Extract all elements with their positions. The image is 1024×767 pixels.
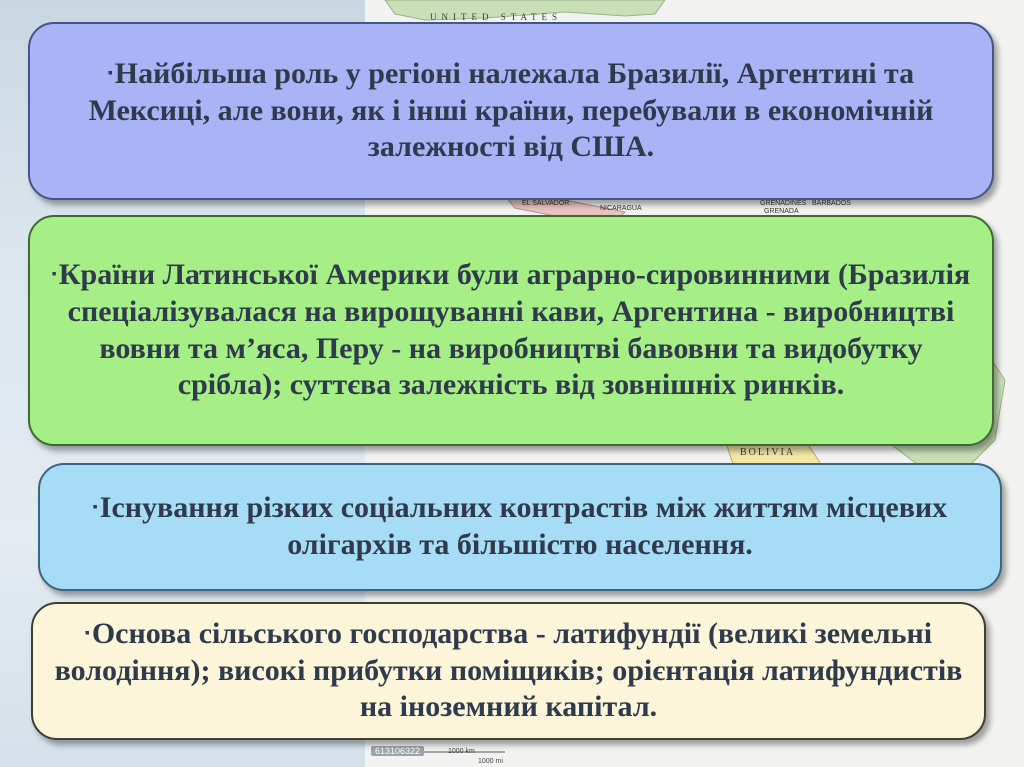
info-card-text: Найбільша роль у регіоні належала Бразилії, Аргентині та Мексиці, але вони, як і інші країни, перебували в економічній залежності від США.: [88, 57, 934, 164]
bullet-icon: ▪: [84, 626, 90, 642]
map-scale-mi: 1000 mi: [478, 758, 503, 765]
map-label-bolivia: BOLIVIA: [740, 447, 796, 458]
info-card-text: Країни Латинської Америки були аграрно-сировинними (Бразилія спеціалізувалася на вирощуванні кави, Аргентина - виробництві вовни та м’яса, Перу - на виробництві бавовни та видобутку срібла); суттєва залежність від зовнішніх ринків.: [58, 258, 971, 402]
map-scale-km: 1000 km: [448, 748, 475, 755]
info-card-social-contrasts: [38, 463, 1002, 591]
info-card-latifundia-text: [53, 616, 964, 726]
info-card-dependence: [28, 22, 994, 200]
info-card-dependence-text: [50, 56, 972, 166]
info-card-text: Існування різких соціальних контрастів між життям місцевих олігархів та більшістю населення.: [99, 491, 948, 561]
info-card-text: Основа сільського господарства - латифундії (великі земельні володіння); високі прибутки поміщиків; орієнтація латифундистів на іноземний капітал.: [54, 617, 963, 724]
bullet-icon: ▪: [51, 267, 57, 283]
image-id-badge: 613106322: [371, 746, 424, 756]
bullet-icon: ▪: [107, 66, 113, 82]
map-label-grenada: GRENADA: [764, 208, 799, 215]
info-card-agrarian: [28, 215, 994, 446]
map-label-nicaragua: NICARAGUA: [600, 205, 642, 212]
bullet-icon: ▪: [92, 500, 98, 516]
info-card-social-contrasts-text: [60, 490, 980, 563]
info-card-agrarian-text: [50, 257, 972, 403]
map-label-el-salvador: EL SALVADOR: [522, 200, 570, 207]
info-card-latifundia: [31, 602, 986, 740]
map-label-united-states: UNITED STATES: [430, 12, 563, 22]
map-label-grenadines: GRENADINES: [760, 200, 807, 207]
map-label-barbados: BARBADOS: [812, 200, 851, 207]
